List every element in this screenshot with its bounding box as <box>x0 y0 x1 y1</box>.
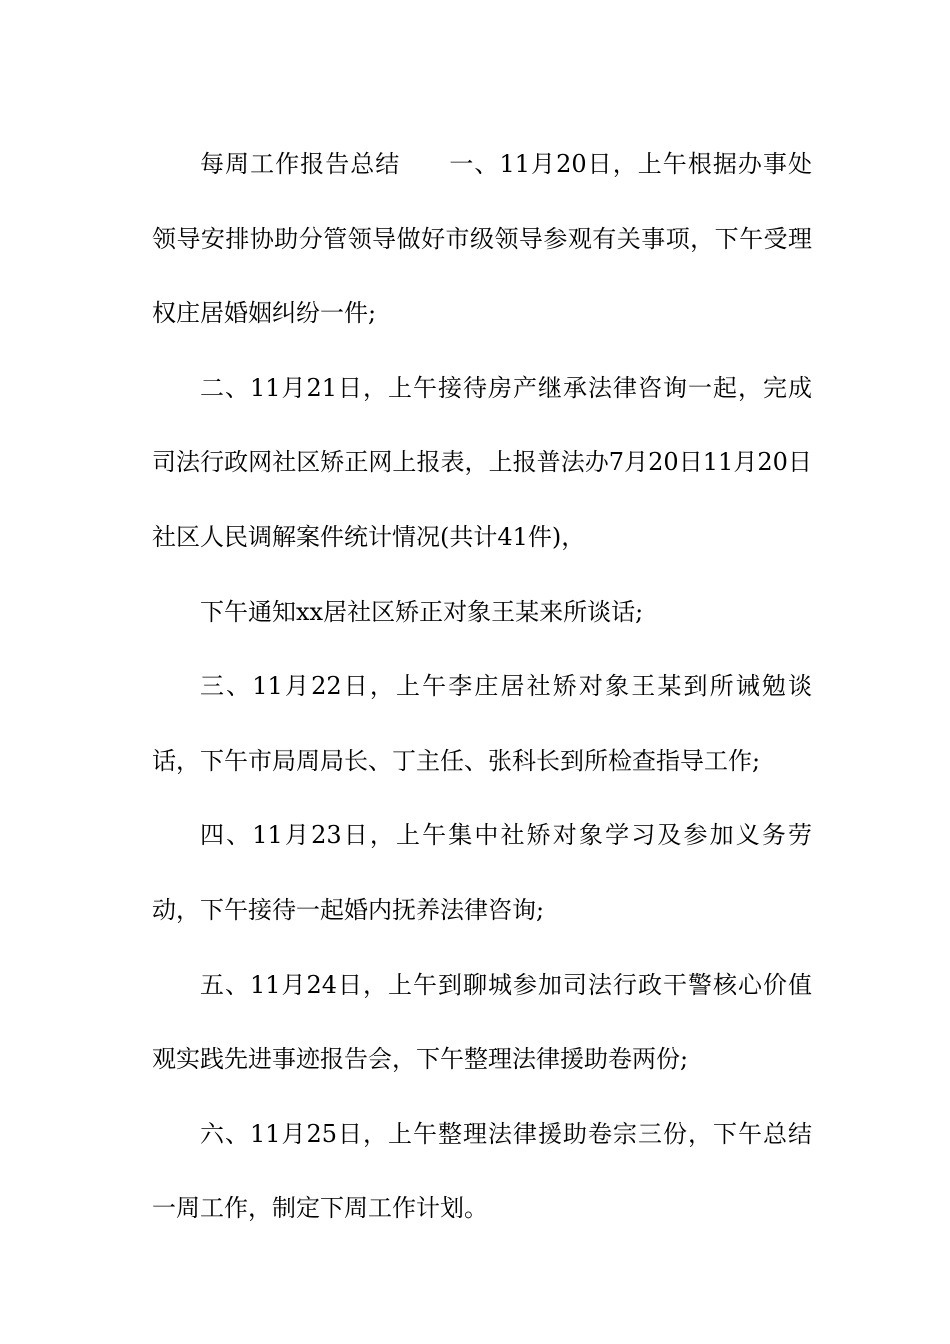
paragraph-5: 四、11月23日，上午集中社矫对象学习及参加义务劳动，下午接待一起婚内抚养法律咨询; <box>152 821 812 924</box>
paragraph-6: 五、11月24日，上午到聊城参加司法行政干警核心价值观实践先进事迹报告会，下午整理法律援助卷两份; <box>152 970 812 1074</box>
document-body <box>152 127 812 1246</box>
paragraph-7: 六、11月25日，上午整理法律援助卷宗三份，下午总结一周工作，制定下周工作计划。 <box>152 1119 812 1223</box>
paragraph-4: 三、11月22日，上午李庄居社矫对象王某到所诫勉谈话，下午市局周局长、丁主任、张科长到所检查指导工作; <box>152 672 812 775</box>
document-title: 每周工作报告总结 <box>200 150 401 178</box>
paragraph-1 <box>152 127 812 351</box>
paragraph-2: 二、11月21日，上午接待房产继承法律咨询一起，完成司法行政网社区矫正网上报表，上报普法办7月20日11月20日社区人民调解案件统计情况(共计41件)， <box>152 373 812 551</box>
paragraph-1-text: 一、11月20日，上午根据办事处领导安排协助分管领导做好市级领导参观有关事项，下午受理权庄居婚姻纠纷一件; <box>152 150 813 328</box>
paragraph-3: 下午通知xx居社区矫正对象王某来所谈话; <box>200 597 644 626</box>
